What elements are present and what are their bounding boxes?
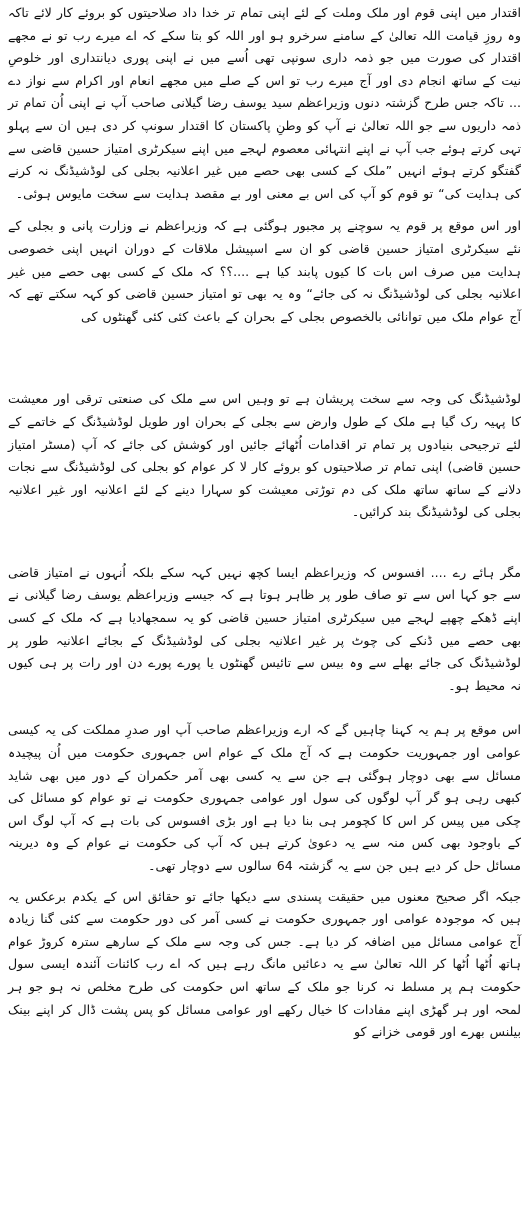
article-paragraph: اس موقع پر ہم یہ کہنا چاہیں گے کہ ارے وزیراعظم صاحب آپ اور صدرِ مملکت کی یہ کیسی عوامی اور جمہوریت حکومت ہے کہ آج ملک کے عوام اس جمہوری حکومت میں اُن پیچیدہ مسائل سے بھی دوچار ہوگئی ہے جن سے یہ کسی بھی آمر حکمران کے دور میں بھی شاید کبھی رہی ہو گر آپ لوگوں کی سول اور عوامی جمہوری حکومت نے تو عوام کو مسائل کی چکی میں پیس کر اس کا کچومر ہی بنا دیا ہے اور بڑی افسوس کی بات ہے کہ آپ لوگ اس کے باوجود بھی کس منہ سے یہ دعویٰ کرتے ہیں کہ آپ کی حکومت نے عوام کے وہ دیرینہ مسائل حل کر دیے ہیں جن سے یہ گزشتہ 64 سالوں سے دوچار تھی۔ xyxy=(8,722,521,873)
paragraph-spacer xyxy=(8,878,521,886)
paragraph-spacer xyxy=(8,205,521,215)
paragraph-spacer xyxy=(8,524,521,562)
paragraph-spacer xyxy=(8,328,521,388)
article-paragraph: جبکہ اگر صحیح معنوں میں حقیقت پسندی سے دیکھا جائے تو حقائق اس کے یکدم برعکس یہ ہیں کہ موجودہ عوامی اور جمہوری حکومت نے کسی آمر کی دور حکومت سے کئی گنا زیادہ آج عوامی مسائل میں اضافہ کر دیا ہے۔ جس کی وجہ سے ملک کے سارھے سترہ کروڑ عوام ہاتھ اُٹھا اُٹھا کر اللہ تعالیٰ سے یہ دعائیں مانگ رہے ہیں کہ اے رب کائنات آئندہ ایسی سول حکومت ہم پر مسلط نہ کرنا جو ملک کے ساتھ اس حکومت کی طرح مخلص نہ ہو جو ہر لمحہ اور ہر گھڑی اپنے مفادات کا خیال رکھے اور عوامی مسائل کو پس پشت ڈال کر اپنے بینک بیلنس بھرے اور قومی خزانے کو xyxy=(8,888,521,1040)
article-paragraph: اور اس موقع پر قوم یہ سوچنے پر مجبور ہوگئی ہے کہ وزیراعظم نے وزارت پانی و بجلی کے نئے سیکرٹری امتیاز حسین قاضی کو ان سے اسپیشل ملاقات کے دوران انہیں اپنی خصوصی ہدایت میں صرف اس بات کا کیوں پابند کیا ہے ....؟؟ کہ ملک کے کسی بھی حصے میں غیر اعلانیہ بجلی کی لوڈشیڈنگ نہ کی جائے“ وہ یہ بھی تو امتیاز حسین قاضی کو کہہ سکتے تھے کہ آج عوام ملک میں توانائی بالخصوص بجلی کے بحران کے باعث کئی کئی گھنٹوں کی xyxy=(8,218,521,324)
article-paragraph: لوڈشیڈنگ کی وجہ سے سخت پریشان ہے تو وہیں اس سے ملک کی صنعتی ترقی اور معیشت کا پہیہ رک گیا ہے ملک کے طول وارض سے بجلی کے بحران اور طویل لوڈشیڈنگ کے خاتمے کے لئے ترجیحی بنیادوں پر تمام تر اقدامات اُٹھائے جائیں اور کوشش کی جائے کہ آپ (مسٹر امتیاز حسین قاضی) اپنی تمام تر صلاحیتوں کو بروئے کار لا کر عوام کو بجلی کی لوڈشیڈنگ سے نجات دلانے کے ساتھ ساتھ ملک کی دم توڑتی معیشت کو سہارا دینے کے لئے اعلانیہ اور غیر اعلانیہ بجلی کی لوڈشیڈنگ بند کرائیں۔ xyxy=(8,391,521,520)
paragraph-spacer xyxy=(8,697,521,719)
article-paragraph: اقتدار میں اپنی قوم اور ملک وملت کے لئے اپنی تمام تر خدا داد صلاحیتوں کو بروئے کار لائے تاکہ وہ روزِ قیامت اللہ تعالیٰ کے سامنے سرخرو ہو اور اللہ کو بتا سکے کہ اے میرے رب تو نے مجھے اقتدار کی صورت میں جو ذمہ داری سونپی تھی اُسے میں نے اپنی پوری دیانتداری اور خلوصِ نیت کے ساتھ انجام دی اور آج میرے رب تو اس کے صلے میں مجھے انعام اور اکرام سے نواز دے ... تاکہ جس طرح گزشتہ دنوں وزیراعظم سید یوسف رضا گیلانی صاحب آپ نے اپنی اُن تمام تر ذمہ داریوں سے جو اللہ تعالیٰ نے آپ کو وطنِ پاکستان کا اقتدار سونپ کر دی ہیں ان سے پہلو تہی کرتے ہوئے جب آپ نے اپنے انتہائی معصوم لہجے میں اپنے سیکرٹری امتیاز حسین قاضی سے گفتگو کرتے ہوئے انہیں ”ملک کے کسی بھی حصے میں غیر اعلانیہ بجلی کی لوڈشیڈنگ نہ کرنے کی ہدایت کی“ تو قوم کو آپ کی اس بے معنی اور بے مقصد ہدایت سے سخت مایوس ہوئی۔ xyxy=(8,5,521,201)
article-paragraph: مگر ہائے رے .... افسوس کہ وزیراعظم ایسا کچھ نہیں کہہ سکے بلکہ اُنہوں نے امتیاز قاضی سے جو کہا اس سے تو صاف طور پر ظاہر ہوتا ہے کہ جیسے وزیراعظم یوسف رضا گیلانی نے اپنے ڈھکے چھپے لہجے میں سیکرٹری امتیاز حسین قاضی کو یہ سمجھادیا ہے کہ ملک کے کسی بھی حصے میں ڈنکے کی چوٹ پر غیر اعلانیہ بجلی کی لوڈشیڈنگ کے بجائے اعلانیہ طور پر لوڈشیڈنگ کی جائے بھلے سے وہ بیس سے تائیس گھنٹوں یا پورے پورے دن اور رات پر ہی کیوں نہ محیط ہو۔ xyxy=(8,564,521,693)
